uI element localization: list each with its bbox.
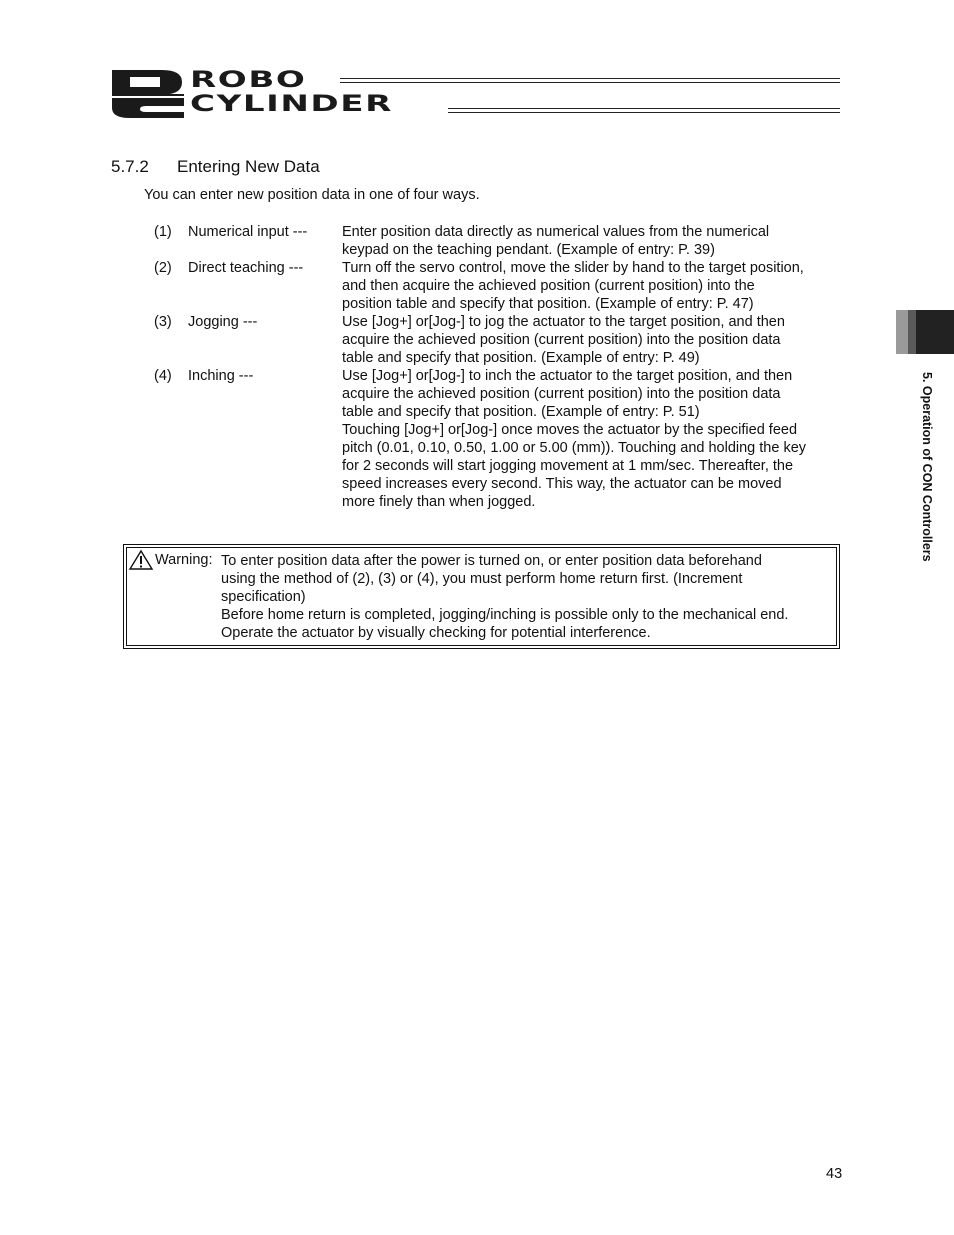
desc-line: Use [Jog+] or[Jog-] to jog the actuator to the target position, and then — [342, 314, 785, 330]
item-label: Direct teaching --- — [188, 260, 304, 276]
warning-text — [221, 552, 841, 642]
item-label: Numerical input --- — [188, 224, 308, 240]
warning-line: specification) — [221, 589, 306, 605]
desc-line: Touching [Jog+] or[Jog-] once moves the actuator by the specified feed — [342, 422, 798, 438]
desc-line: for 2 seconds will start jogging movement at 1 mm/sec. Thereafter, the — [342, 458, 794, 474]
warning-line: To enter position data after the power is turned on, or enter position data beforehand — [221, 553, 762, 569]
robo-cylinder-logo — [110, 68, 842, 120]
item-label: Jogging --- — [188, 314, 258, 330]
warning-triangle-icon — [128, 549, 154, 571]
section-number: 5.7.2 — [111, 157, 149, 176]
warning-label: Warning: — [155, 552, 213, 568]
desc-line: and then acquire the achieved position (current position) into the — [342, 278, 755, 294]
desc-line: position table and specify that position. (Example of entry: P. 47) — [342, 296, 754, 312]
rc-logo-mark — [110, 68, 186, 120]
desc-line: more finely than when jogged. — [342, 494, 536, 510]
item-label: Inching --- — [188, 368, 254, 384]
warning-line: Operate the actuator by visually checking for potential interference. — [221, 625, 651, 641]
desc-line: acquire the achieved position (current position) into the position data — [342, 332, 781, 348]
desc-line: acquire the achieved position (current position) into the position data — [342, 386, 781, 402]
desc-line: speed increases every second. This way, the actuator can be moved — [342, 476, 782, 492]
logo-word-cylinder: CYLINDER — [190, 92, 393, 117]
item-number: (3) — [154, 314, 172, 330]
page-number: 43 — [826, 1166, 843, 1182]
item-number: (1) — [154, 224, 172, 240]
desc-line: Turn off the servo control, move the slider by hand to the target position, — [342, 260, 804, 276]
desc-line: pitch (0.01, 0.10, 0.50, 1.00 or 5.00 (mm)). Touching and holding the key — [342, 440, 807, 456]
desc-line: Enter position data directly as numerical values from the numerical — [342, 224, 770, 240]
warning-box — [123, 544, 840, 649]
intro-paragraph: You can enter new position data in one of four ways. — [144, 187, 480, 203]
section-heading — [111, 157, 320, 177]
item-number: (4) — [154, 368, 172, 384]
desc-line: table and specify that position. (Example of entry: P. 51) — [342, 404, 700, 420]
entry-methods-list — [154, 223, 854, 511]
item-description — [342, 259, 852, 313]
item-number: (2) — [154, 260, 172, 276]
list-item — [154, 367, 854, 511]
desc-line: keypad on the teaching pendant. (Example of entry: P. 39) — [342, 242, 715, 258]
chapter-tab-marker — [896, 310, 954, 354]
item-description — [342, 313, 852, 367]
desc-line: table and specify that position. (Example of entry: P. 49) — [342, 350, 700, 366]
logo-rule-top — [340, 78, 840, 83]
list-item — [154, 223, 854, 259]
chapter-side-title: 5. Operation of CON Controllers — [920, 372, 934, 562]
logo-rule-bottom — [448, 108, 840, 113]
item-description — [342, 223, 852, 259]
warning-line: using the method of (2), (3) or (4), you must perform home return first. (Increment — [221, 571, 743, 587]
list-item — [154, 259, 854, 313]
item-description — [342, 367, 852, 511]
warning-line: Before home return is completed, jogging/inching is possible only to the mechanical end. — [221, 607, 789, 623]
logo-word-robo: ROBO — [190, 68, 307, 93]
desc-line: Use [Jog+] or[Jog-] to inch the actuator to the target position, and then — [342, 368, 793, 384]
list-item — [154, 313, 854, 367]
section-title: Entering New Data — [177, 157, 320, 176]
